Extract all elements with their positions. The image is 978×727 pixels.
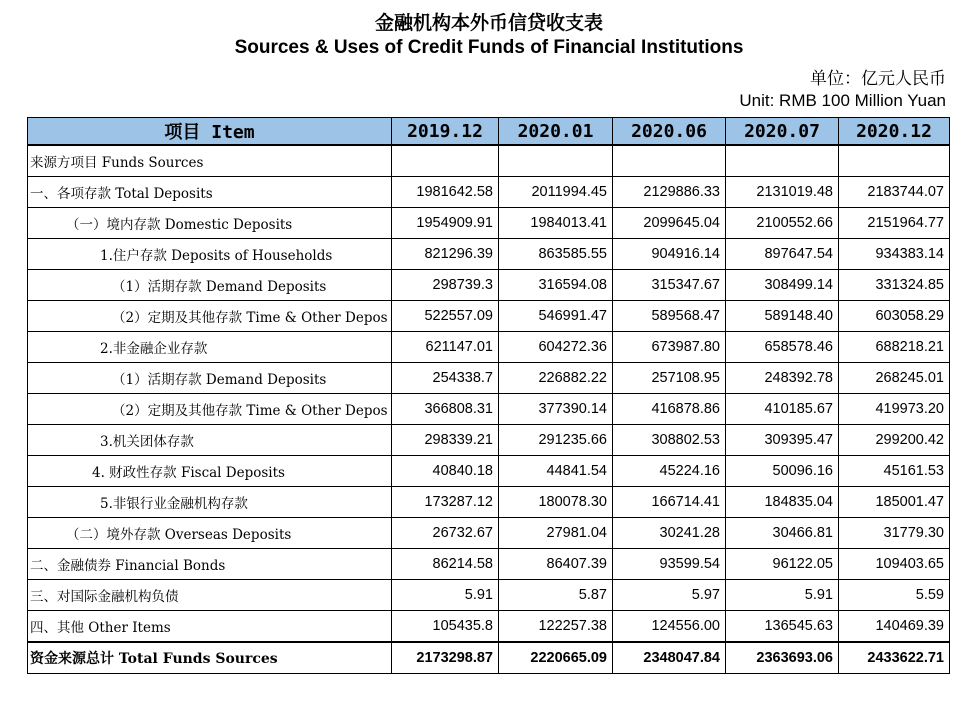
cell-value: 2011994.45 bbox=[499, 177, 613, 208]
row-label: 2.非金融企业存款 bbox=[28, 332, 392, 363]
cell-value: 124556.00 bbox=[613, 611, 726, 643]
row-label: （1）活期存款 Demand Deposits bbox=[28, 363, 392, 394]
row-label: 来源方项目 Funds Sources bbox=[28, 145, 392, 177]
table-row bbox=[28, 611, 950, 643]
total-value: 2363693.06 bbox=[726, 642, 839, 674]
cell-value: 44841.54 bbox=[499, 456, 613, 487]
cell-value: 673987.80 bbox=[613, 332, 726, 363]
table-row bbox=[28, 301, 950, 332]
cell-value: 688218.21 bbox=[839, 332, 950, 363]
table-row bbox=[28, 425, 950, 456]
unit-chinese: 单位：亿元人民币 bbox=[810, 69, 946, 89]
cell-value: 331324.85 bbox=[839, 270, 950, 301]
cell-value: 105435.8 bbox=[392, 611, 499, 643]
cell-value: 897647.54 bbox=[726, 239, 839, 270]
cell-value: 40840.18 bbox=[392, 456, 499, 487]
header-period: 2020.06 bbox=[613, 118, 726, 146]
cell-value: 5.87 bbox=[499, 580, 613, 611]
cell-value: 621147.01 bbox=[392, 332, 499, 363]
cell-value: 109403.65 bbox=[839, 549, 950, 580]
cell-value: 173287.12 bbox=[392, 487, 499, 518]
row-label: 4. 财政性存款 Fiscal Deposits bbox=[28, 456, 392, 487]
table-row bbox=[28, 549, 950, 580]
cell-value bbox=[613, 145, 726, 177]
cell-value: 299200.42 bbox=[839, 425, 950, 456]
cell-value bbox=[726, 145, 839, 177]
cell-value: 86407.39 bbox=[499, 549, 613, 580]
table-row bbox=[28, 580, 950, 611]
cell-value: 589568.47 bbox=[613, 301, 726, 332]
cell-value: 140469.39 bbox=[839, 611, 950, 643]
cell-value: 257108.95 bbox=[613, 363, 726, 394]
row-label: 四、其他 Other Items bbox=[28, 611, 392, 643]
cell-value: 5.91 bbox=[392, 580, 499, 611]
table-row bbox=[28, 332, 950, 363]
cell-value: 934383.14 bbox=[839, 239, 950, 270]
cell-value: 166714.41 bbox=[613, 487, 726, 518]
cell-value bbox=[499, 145, 613, 177]
title-chinese: 金融机构本外币信贷收支表 bbox=[374, 12, 603, 34]
total-value: 2348047.84 bbox=[613, 642, 726, 674]
table-row bbox=[28, 363, 950, 394]
table-row bbox=[28, 270, 950, 301]
row-label: 二、金融债券 Financial Bonds bbox=[28, 549, 392, 580]
cell-value: 298339.21 bbox=[392, 425, 499, 456]
row-label: （二）境外存款 Overseas Deposits bbox=[28, 518, 392, 549]
cell-value: 45161.53 bbox=[839, 456, 950, 487]
cell-value: 416878.86 bbox=[613, 394, 726, 425]
cell-value: 226882.22 bbox=[499, 363, 613, 394]
cell-value: 31779.30 bbox=[839, 518, 950, 549]
header-period: 2020.01 bbox=[499, 118, 613, 146]
cell-value: 86214.58 bbox=[392, 549, 499, 580]
cell-value: 308802.53 bbox=[613, 425, 726, 456]
cell-value: 50096.16 bbox=[726, 456, 839, 487]
cell-value bbox=[839, 145, 950, 177]
cell-value: 298739.3 bbox=[392, 270, 499, 301]
cell-value: 2129886.33 bbox=[613, 177, 726, 208]
cell-value: 93599.54 bbox=[613, 549, 726, 580]
cell-value: 254338.7 bbox=[392, 363, 499, 394]
cell-value: 5.97 bbox=[613, 580, 726, 611]
cell-value: 291235.66 bbox=[499, 425, 613, 456]
cell-value: 308499.14 bbox=[726, 270, 839, 301]
credit-funds-table bbox=[27, 117, 950, 674]
row-label: （2）定期及其他存款 Time & Other Depos bbox=[28, 394, 392, 425]
table-row bbox=[28, 145, 950, 177]
cell-value: 96122.05 bbox=[726, 549, 839, 580]
cell-value: 2183744.07 bbox=[839, 177, 950, 208]
cell-value: 604272.36 bbox=[499, 332, 613, 363]
total-value: 2433622.71 bbox=[839, 642, 950, 674]
row-label: （一）境内存款 Domestic Deposits bbox=[28, 208, 392, 239]
header-period: 2020.12 bbox=[839, 118, 950, 146]
cell-value: 546991.47 bbox=[499, 301, 613, 332]
cell-value: 2131019.48 bbox=[726, 177, 839, 208]
cell-value: 27981.04 bbox=[499, 518, 613, 549]
cell-value: 522557.09 bbox=[392, 301, 499, 332]
cell-value: 1954909.91 bbox=[392, 208, 499, 239]
cell-value: 863585.55 bbox=[499, 239, 613, 270]
total-row bbox=[28, 642, 950, 674]
row-label: 5.非银行业金融机构存款 bbox=[28, 487, 392, 518]
cell-value: 26732.67 bbox=[392, 518, 499, 549]
cell-value: 136545.63 bbox=[726, 611, 839, 643]
total-value: 2173298.87 bbox=[392, 642, 499, 674]
table-row bbox=[28, 239, 950, 270]
total-label: 资金来源总计 Total Funds Sources bbox=[28, 642, 392, 674]
cell-value: 30466.81 bbox=[726, 518, 839, 549]
cell-value: 1984013.41 bbox=[499, 208, 613, 239]
cell-value: 1981642.58 bbox=[392, 177, 499, 208]
cell-value: 30241.28 bbox=[613, 518, 726, 549]
table-row bbox=[28, 177, 950, 208]
cell-value: 589148.40 bbox=[726, 301, 839, 332]
cell-value: 309395.47 bbox=[726, 425, 839, 456]
row-label: 一、各项存款 Total Deposits bbox=[28, 177, 392, 208]
cell-value: 2100552.66 bbox=[726, 208, 839, 239]
cell-value: 185001.47 bbox=[839, 487, 950, 518]
cell-value: 419973.20 bbox=[839, 394, 950, 425]
title-english: Sources & Uses of Credit Funds of Financial Institutions bbox=[234, 37, 744, 58]
table-row bbox=[28, 487, 950, 518]
cell-value: 316594.08 bbox=[499, 270, 613, 301]
cell-value: 366808.31 bbox=[392, 394, 499, 425]
header-period: 2020.07 bbox=[726, 118, 839, 146]
row-label: 三、对国际金融机构负债 bbox=[28, 580, 392, 611]
cell-value: 122257.38 bbox=[499, 611, 613, 643]
row-label: （1）活期存款 Demand Deposits bbox=[28, 270, 392, 301]
cell-value: 248392.78 bbox=[726, 363, 839, 394]
row-label: 1.住户存款 Deposits of Households bbox=[28, 239, 392, 270]
table-row bbox=[28, 456, 950, 487]
header-period: 2019.12 bbox=[392, 118, 499, 146]
cell-value: 268245.01 bbox=[839, 363, 950, 394]
total-value: 2220665.09 bbox=[499, 642, 613, 674]
header-item: 项目 Item bbox=[28, 118, 392, 146]
cell-value: 377390.14 bbox=[499, 394, 613, 425]
cell-value: 658578.46 bbox=[726, 332, 839, 363]
cell-value: 5.59 bbox=[839, 580, 950, 611]
row-label: 3.机关团体存款 bbox=[28, 425, 392, 456]
cell-value bbox=[392, 145, 499, 177]
cell-value: 184835.04 bbox=[726, 487, 839, 518]
cell-value: 410185.67 bbox=[726, 394, 839, 425]
cell-value: 45224.16 bbox=[613, 456, 726, 487]
cell-value: 821296.39 bbox=[392, 239, 499, 270]
row-label: （2）定期及其他存款 Time & Other Depos bbox=[28, 301, 392, 332]
cell-value: 2151964.77 bbox=[839, 208, 950, 239]
cell-value: 315347.67 bbox=[613, 270, 726, 301]
cell-value: 180078.30 bbox=[499, 487, 613, 518]
table-header-row bbox=[28, 118, 950, 146]
cell-value: 904916.14 bbox=[613, 239, 726, 270]
table-row bbox=[28, 518, 950, 549]
cell-value: 603058.29 bbox=[839, 301, 950, 332]
unit-english: Unit: RMB 100 Million Yuan bbox=[739, 91, 946, 110]
table-row bbox=[28, 208, 950, 239]
cell-value: 2099645.04 bbox=[613, 208, 726, 239]
table-row bbox=[28, 394, 950, 425]
cell-value: 5.91 bbox=[726, 580, 839, 611]
